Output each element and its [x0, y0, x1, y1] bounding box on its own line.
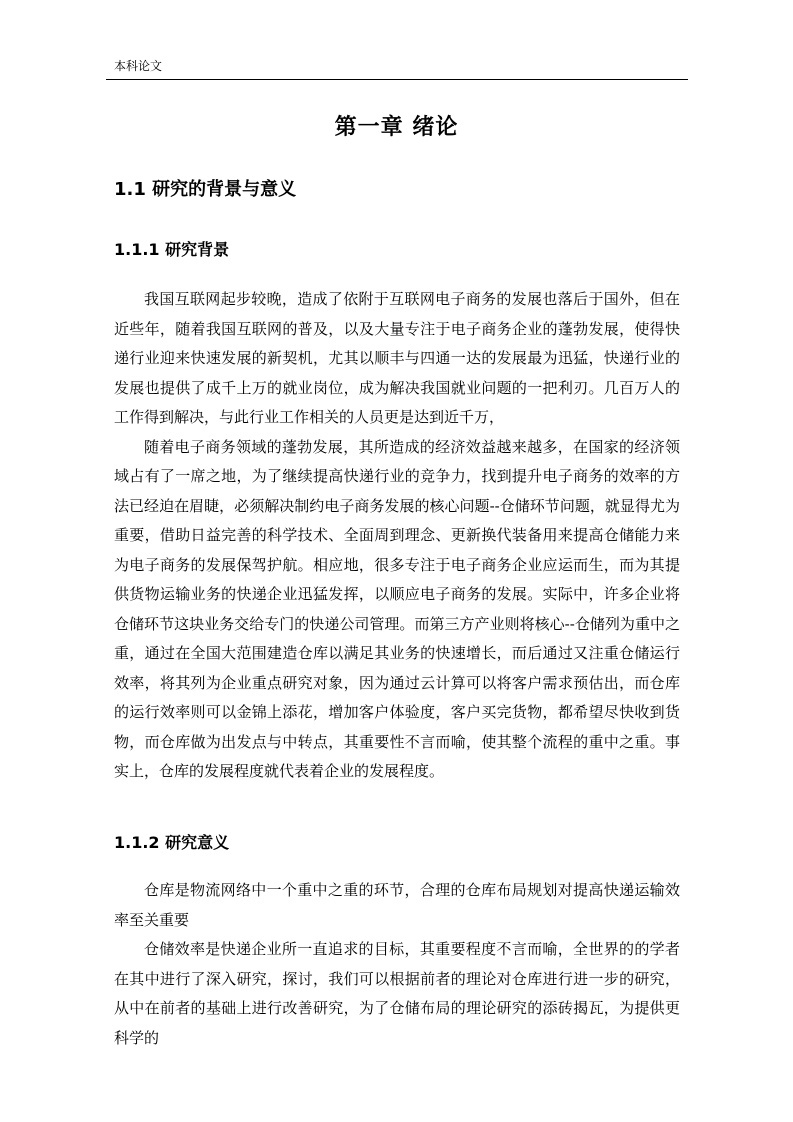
subsection-heading-significance: 1.1.2 研究意义: [114, 833, 230, 852]
paragraph: 我国互联网起步较晚，造成了依附于互联网电子商务的发展也落后于国外，但在近些年，随着我国互联网的普及，以及大量专注于电子商务企业的蓬勃发展，使得快递行业迎来快速发展的新契机，尤其以顺丰与四通一达的发展最为迅猛，快递行业的发展也提供了成千上万的就业岗位，成为解决我国就业问题的一把利刃。几百万人的工作得到解决，与此行业工作相关的人员更是达到近千万，: [114, 290, 680, 426]
paragraph: 随着电子商务领域的蓬勃发展，其所造成的经济效益越来越多，在国家的经济领域占有了一席之地，为了继续提高快递行业的竞争力，找到提升电子商务的效率的方法已经迫在眉睫，必须解决制约电子商务发展的核心问题--仓储环节问题，就显得尤为重要，借助日益完善的科学技术、全面周到理念、更新换代装备用来提高仓储能力来为电子商务的发展保驾护航。相应地，很多专注于电子商务企业应运而生，而为其提供货物运输业务的快递企业迅猛发挥，以顺应电子商务的发展。实际中，许多企业将仓储环节这块业务交给专门的快递公司管理。而第三方产业则将核心--仓储列为重中之重，通过在全国大范围建造仓库以满足其业务的快速增长，而后通过又注重仓储运行效率，将其列为企业重点研究对象，因为通过云计算可以将客户需求预估出，而仓库的运行效率则可以金锦上添花，增加客户体验度，客户买完货物，都希望尽快收到货物，而仓库做为出发点与中转点，其重要性不言而喻，使其整个流程的重中之重。事实上，仓库的发展程度就代表着企业的发展程度。: [114, 437, 680, 780]
paragraph: 仓库是物流网络中一个重中之重的环节，合理的仓库布局规划对提高快递运输效率至关重要: [114, 881, 680, 929]
running-header: 本科论文: [114, 59, 163, 73]
header-rule: [106, 79, 688, 80]
section-heading: 1.1 研究的背景与意义: [114, 179, 297, 200]
significance-body: [114, 876, 680, 1053]
background-body: [114, 285, 680, 787]
paragraph: 仓储效率是快递企业所一直追求的目标，其重要程度不言而喻，全世界的的学者在其中进行了深入研究，探讨，我们可以根据前者的理论对仓库进行进一步的研究，从中在前者的基础上进行改善研究，为了仓储布局的理论研究的添砖揭瓦，为提供更科学的: [114, 940, 680, 1047]
subsection-heading-background: 1.1.1 研究背景: [114, 240, 230, 259]
chapter-title: 第一章 绪论: [334, 115, 459, 140]
